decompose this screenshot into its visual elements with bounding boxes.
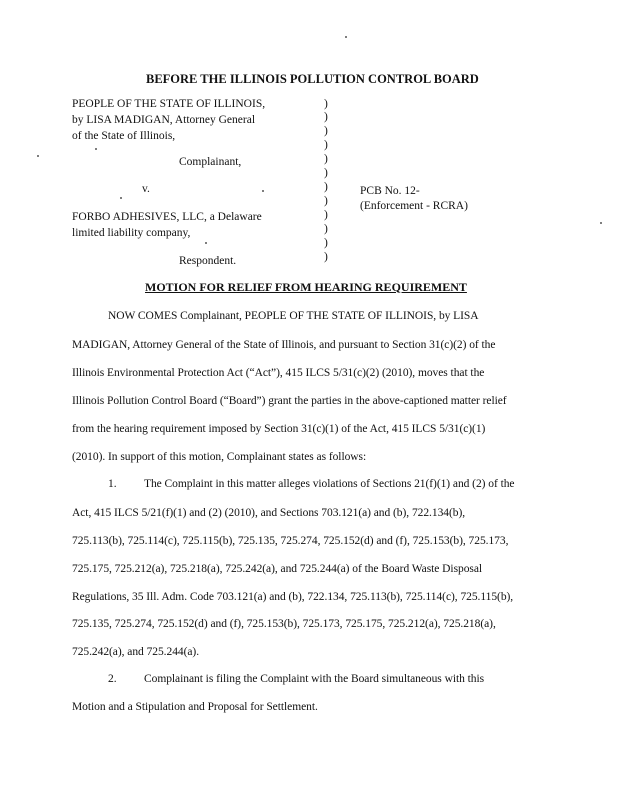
caption-paren: ): [324, 125, 328, 137]
body-line: Complainant is filing the Complaint with the Board simultaneous with this: [144, 673, 485, 685]
caption-paren: ): [324, 181, 328, 193]
body-line: Regulations, 35 Ill. Adm. Code 703.121(a) and (b), 722.134, 725.113(b), 725.114(c), 725.115(b),: [72, 591, 514, 603]
caption-paren: ): [324, 251, 328, 263]
body-line: NOW COMES Complainant, PEOPLE OF THE STATE OF ILLINOIS, by LISA: [108, 310, 479, 322]
scan-speck: [205, 242, 207, 244]
body-line: (2010). In support of this motion, Complainant states as follows:: [72, 451, 367, 463]
plaintiff-name: PEOPLE OF THE STATE OF ILLINOIS,: [72, 98, 266, 110]
caption-paren: ): [324, 195, 328, 207]
body-line: 725.135, 725.274, 725.152(d) and (f), 725.153(b), 725.173, 725.175, 725.212(a), 725.218(a),: [72, 618, 496, 630]
caption-paren: ): [324, 237, 328, 249]
body-line: from the hearing requirement imposed by Section 31(c)(1) of the Act, 415 ILCS 5/31(c)(1): [72, 423, 486, 435]
body-line: 725.175, 725.212(a), 725.218(a), 725.242(a), and 725.244(a) of the Board Waste Disposal: [72, 563, 483, 575]
body-line: Illinois Pollution Control Board (“Board”) grant the parties in the above-captioned matter relief: [72, 395, 507, 407]
body-line: Act, 415 ILCS 5/21(f)(1) and (2) (2010), and Sections 703.121(a) and (b), 722.134(b),: [72, 507, 466, 519]
scan-speck: [262, 190, 264, 192]
body-line: MADIGAN, Attorney General of the State of Illinois, and pursuant to Section 31(c)(2) of the: [72, 339, 496, 351]
body-line: 725.242(a), and 725.244(a).: [72, 646, 200, 658]
scan-speck: [600, 222, 602, 224]
versus-label: v.: [142, 183, 150, 195]
paragraph-number: 2.: [108, 673, 117, 685]
scan-speck: [95, 148, 97, 150]
caption-paren: ): [324, 139, 328, 151]
body-line: The Complaint in this matter alleges violations of Sections 21(f)(1) and (2) of the: [144, 478, 515, 490]
paragraph-number: 1.: [108, 478, 117, 490]
board-heading: BEFORE THE ILLINOIS POLLUTION CONTROL BOARD: [146, 72, 479, 86]
caption-paren: ): [324, 111, 328, 123]
caption-paren: ): [324, 153, 328, 165]
caption-paren: ): [324, 167, 328, 179]
defendant-name: FORBO ADHESIVES, LLC, a Delaware: [72, 211, 262, 223]
scan-speck: [37, 155, 39, 157]
plaintiff-attorney: by LISA MADIGAN, Attorney General: [72, 114, 256, 126]
caption-paren: ): [324, 223, 328, 235]
body-line: Illinois Environmental Protection Act (“Act”), 415 ILCS 5/31(c)(2) (2010), moves that the: [72, 367, 485, 379]
defendant-entity: limited liability company,: [72, 227, 191, 239]
plaintiff-state: of the State of Illinois,: [72, 130, 176, 142]
plaintiff-role: Complainant,: [179, 156, 242, 168]
case-type: (Enforcement - RCRA): [360, 200, 468, 212]
body-line: Motion and a Stipulation and Proposal for Settlement.: [72, 701, 318, 713]
defendant-role: Respondent.: [179, 255, 237, 267]
body-line: 725.113(b), 725.114(c), 725.115(b), 725.135, 725.274, 725.152(d) and (f), 725.153(b), 725.173,: [72, 535, 509, 547]
scan-speck: [345, 36, 347, 38]
case-number: PCB No. 12-: [360, 185, 420, 197]
caption-paren: ): [324, 98, 328, 110]
motion-title: MOTION FOR RELIEF FROM HEARING REQUIREMENT: [145, 280, 467, 294]
caption-paren: ): [324, 209, 328, 221]
scan-speck: [120, 197, 122, 199]
